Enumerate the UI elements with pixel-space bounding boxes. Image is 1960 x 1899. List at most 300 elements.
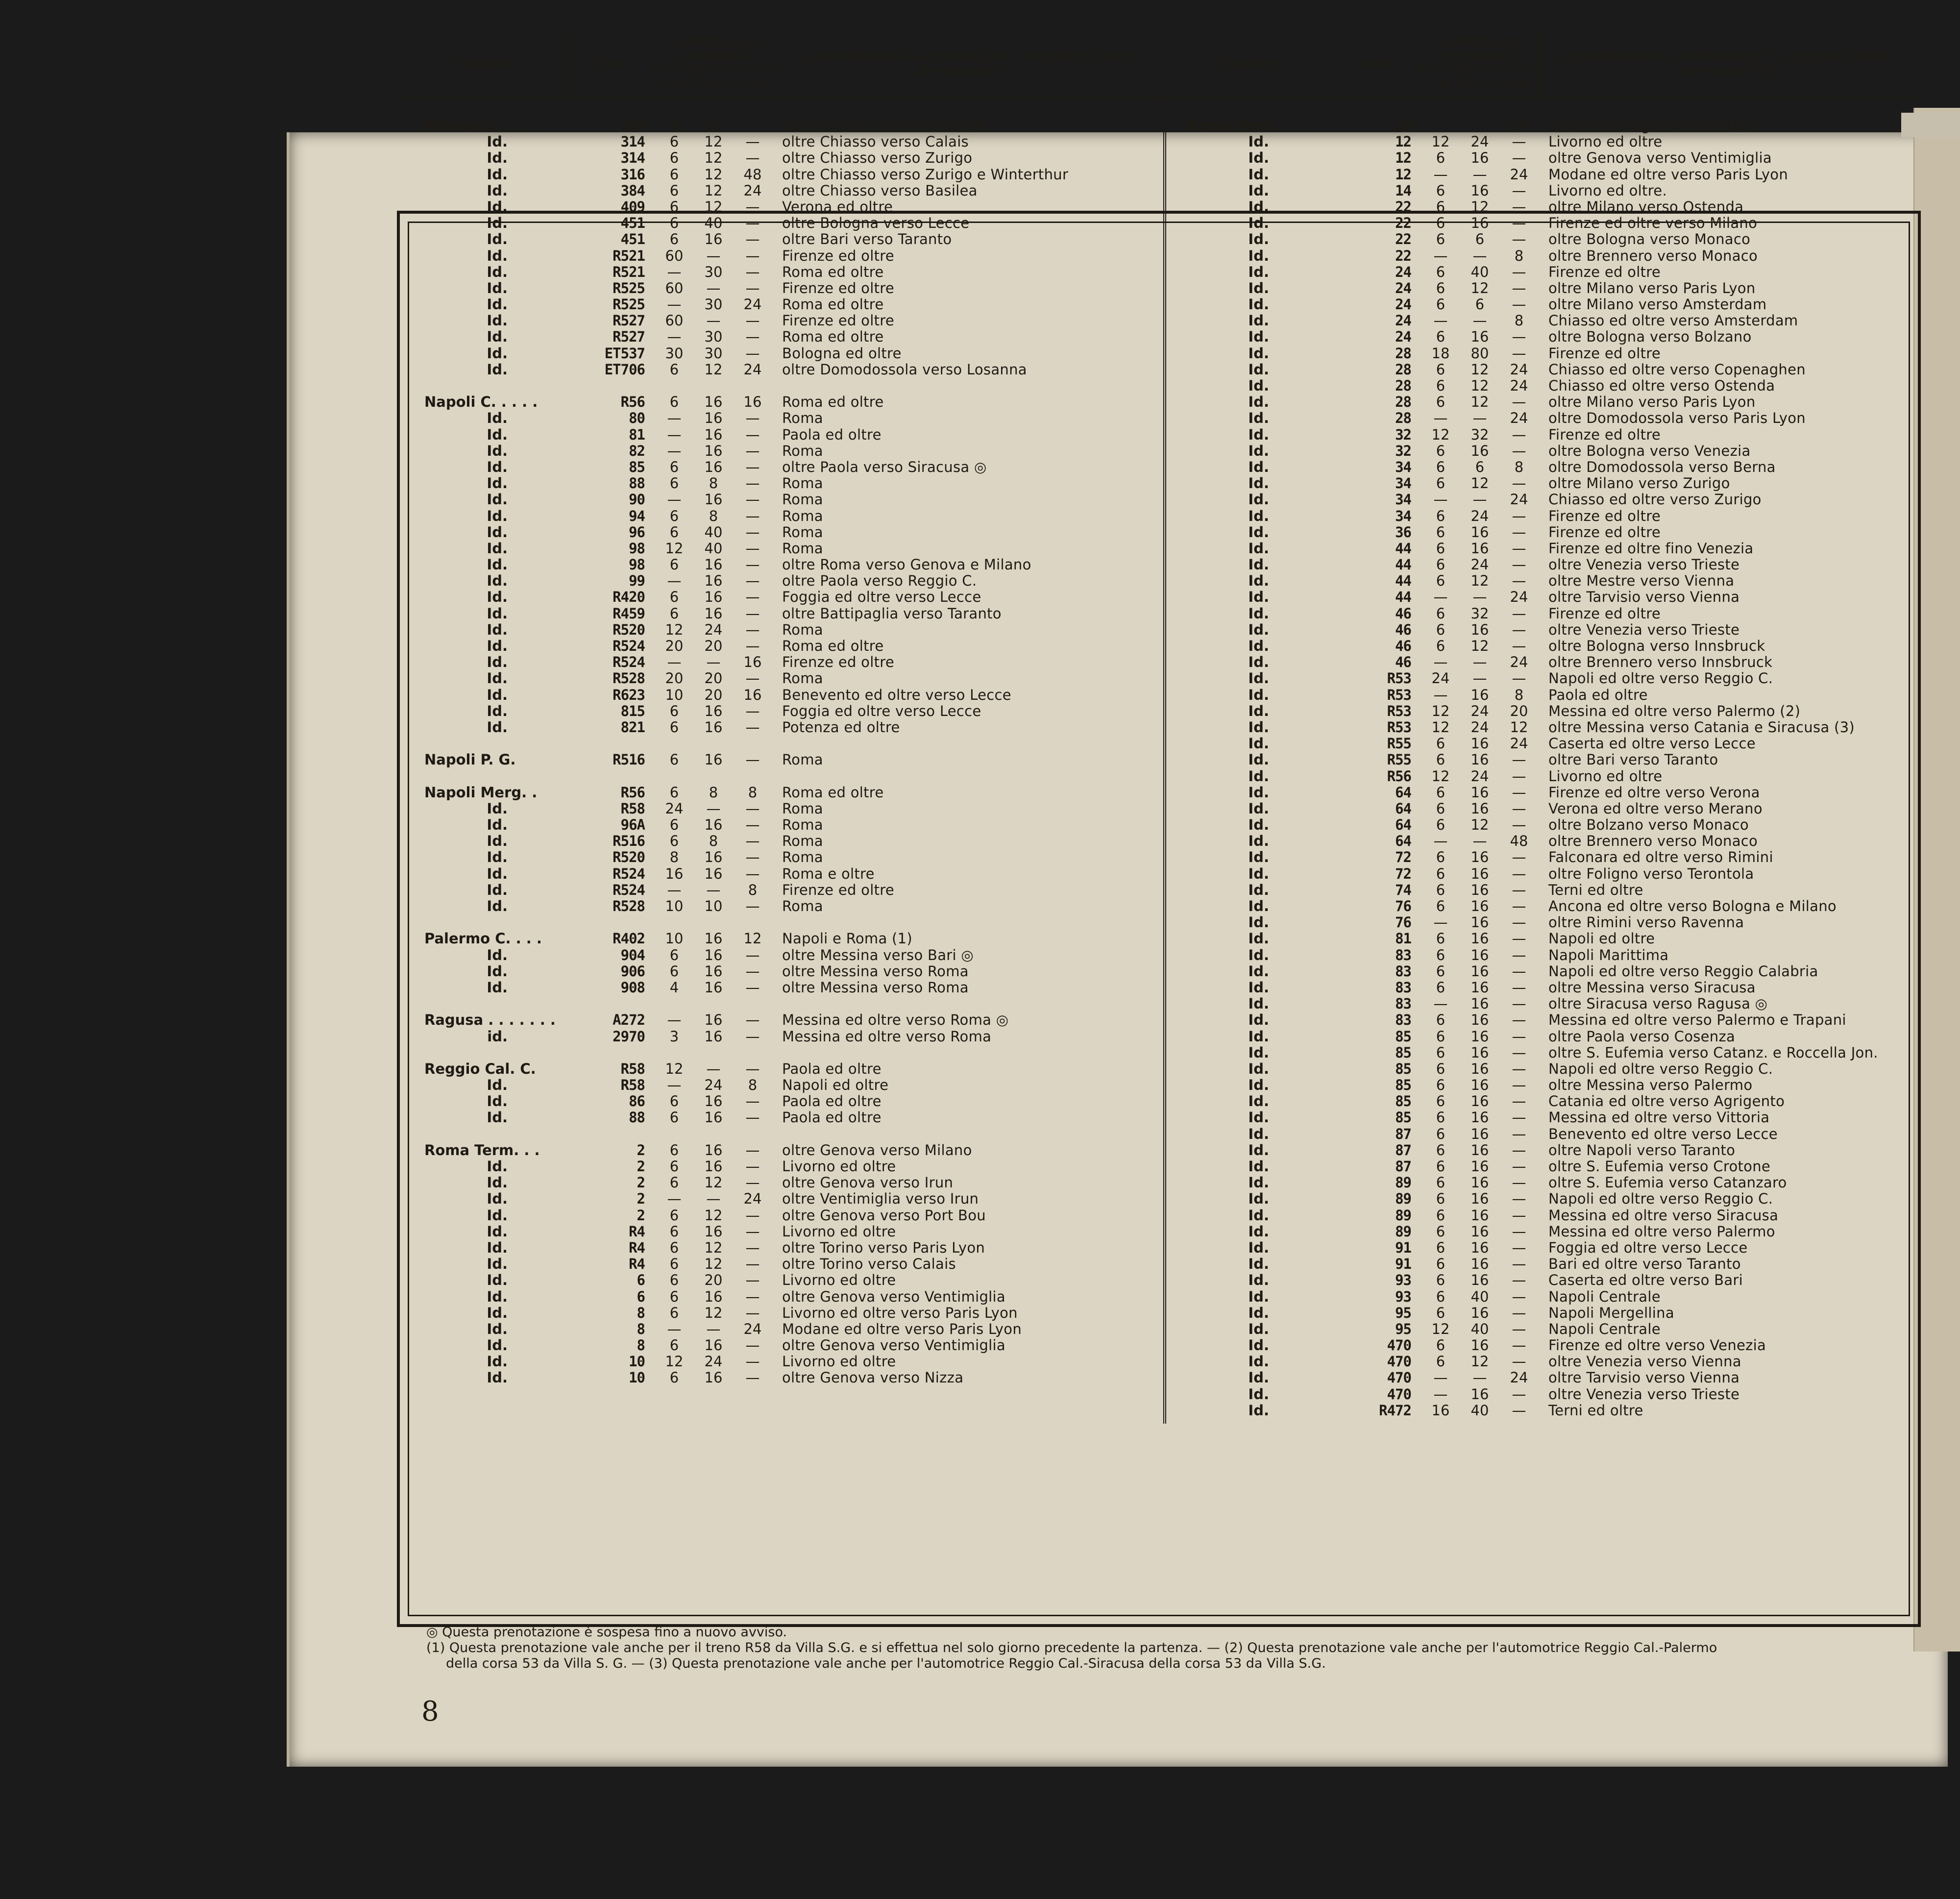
station-cell: Id. [487,247,508,264]
class3-cell: — [1512,865,1526,882]
class2-cell: 16 [704,1093,723,1110]
class2-cell: 16 [704,442,723,459]
table-row [405,1370,1163,1386]
class1-cell: 6 [669,751,679,768]
station-cell: Id. [1248,361,1269,378]
destination-cell: Livorno ed oltre [1548,767,1663,785]
class3-cell: — [1512,1207,1526,1224]
class2-cell: 12 [1470,1353,1489,1370]
station-cell: Id. [1248,426,1269,443]
class3-cell: — [745,962,760,980]
table-row [405,508,1163,524]
destination-cell: Paola ed oltre [782,426,882,443]
class1-cell: — [667,1320,682,1337]
class3-cell: — [745,263,760,280]
train-cell: R525 [612,296,645,313]
class2-cell: — [1472,312,1487,329]
class1-cell: 6 [669,1093,679,1110]
destination-cell: Livorno ed oltre. [1548,182,1667,199]
class1-cell: 6 [669,198,679,215]
table-row [405,622,1163,638]
class2-cell: 12 [1470,279,1489,296]
table-row [405,817,1163,833]
table-row [405,183,1163,199]
class3-cell: — [1512,1141,1526,1159]
table-row [405,329,1163,345]
class1-cell: 6 [1436,263,1446,280]
class3-cell: — [1512,198,1526,215]
station-cell: Id. [487,1207,508,1224]
train-cell: R58 [620,1077,645,1094]
train-cell: R527 [612,328,645,345]
table-row [1166,1029,1913,1045]
station-cell: Id. [487,800,508,817]
class2-cell: — [1472,670,1487,687]
table-row [405,1256,1163,1272]
class1-cell: 6 [1436,784,1446,801]
destination-cell: Terni ed oltre [1548,1402,1643,1419]
train-cell: R525 [612,279,645,296]
class2-cell: 16 [1470,784,1489,801]
train-cell: 34 [1395,458,1411,475]
station-cell: Id. [487,215,508,232]
class3-cell: — [1512,1044,1526,1061]
class3-cell: — [1512,1402,1526,1419]
train-cell: 76 [1395,898,1411,914]
table-row [1166,1305,1913,1321]
class1-cell: 6 [1436,1077,1446,1094]
table-row [1166,167,1913,183]
station-cell: Id. [1248,410,1269,427]
class2-cell: 16 [1470,1223,1489,1240]
train-cell: 10 [1395,117,1411,134]
table-row [1166,736,1913,752]
station-cell: Id. [487,572,508,590]
table-row [1166,1110,1913,1126]
train-cell: 6 [637,1272,645,1289]
table-row [1166,248,1913,264]
class1-cell: 6 [1436,1093,1446,1110]
station-cell: Id. [1248,1141,1269,1159]
station-cell: Id. [1248,589,1269,606]
class1-cell: 6 [1436,881,1446,898]
train-cell: 86 [629,1093,645,1110]
class1-cell: 6 [1436,638,1446,654]
class3-cell: 24 [743,296,762,313]
train-cell: R4 [629,1239,645,1256]
station-cell: Id. [487,166,508,183]
destination-cell: oltre Genova verso Milano [782,1141,972,1159]
destination-cell: Napoli e Roma (1) [782,930,913,947]
destination-cell: oltre Milano verso Amsterdam [1548,296,1767,313]
table-row [405,1337,1163,1354]
table-row [1166,1370,1913,1386]
class2-cell: 16 [704,1141,723,1159]
class1-cell: 12 [1431,702,1450,719]
station-cell: Id. [487,1369,508,1386]
train-cell: 96 [629,523,645,541]
class3-cell: 24 [1510,117,1528,134]
left-rows [405,118,1163,1386]
class3-cell: — [1512,946,1526,963]
class2-cell: 16 [704,1011,723,1029]
class3-cell: — [745,507,760,524]
left-table [405,15,1163,1424]
class3-cell: — [1512,507,1526,524]
class1-cell: — [1433,117,1448,134]
class1-cell: — [1433,1385,1448,1403]
train-cell: 85 [1395,1044,1411,1061]
class1-cell: 6 [1436,1141,1446,1159]
class1-cell: 6 [1436,475,1446,492]
destination-cell: oltre S. Eufemia verso Catanz. e Roccella Jon. [1548,1044,1878,1061]
class2-cell: 16 [1470,1077,1489,1094]
class1-cell: 6 [1436,328,1446,345]
station-cell: Id. [1248,491,1269,508]
class2-cell: 16 [704,589,723,606]
class1-cell: 6 [1436,1011,1446,1029]
station-cell: Id. [1248,605,1269,622]
class2-cell: 12 [704,1239,723,1256]
station-cell: Id. [1248,345,1269,362]
station-cell: Id. [1248,1402,1269,1419]
destination-cell: Potenza ed oltre [782,718,900,736]
train-cell: 2 [637,1158,645,1175]
header-class1: 1 cl. [1421,70,1461,98]
class2-cell: 16 [704,572,723,590]
class1-cell: 6 [1436,800,1446,817]
class1-cell: 20 [665,638,684,654]
class1-cell: 10 [665,686,684,703]
station-cell: Id. [487,231,508,248]
train-cell: 82 [629,442,645,459]
class1-cell: 6 [669,1304,679,1321]
table-row [405,898,1163,914]
destination-cell: oltre Torino verso Paris Lyon [782,1239,985,1256]
station-cell: Id. [1248,166,1269,183]
table-row [405,849,1163,865]
class1-cell: 6 [1436,1288,1446,1305]
table-row [1166,508,1913,524]
station-cell: Id. [1248,1028,1269,1045]
table-row [1166,459,1913,475]
class3-cell: — [745,816,760,834]
train-cell: 85 [1395,1028,1411,1045]
class3-cell: — [1512,1077,1526,1094]
class2-cell: 12 [704,198,723,215]
class1-cell: 6 [1436,198,1446,215]
table-row [405,1142,1163,1159]
class1-cell: 18 [1431,345,1450,362]
class3-cell: — [1512,849,1526,866]
station-cell: Id. [487,149,508,167]
class2-cell: 16 [1470,1028,1489,1045]
table-row [405,280,1163,296]
train-cell: 2970 [612,1028,645,1045]
class2-cell: 16 [704,426,723,443]
class2-cell: 16 [704,1369,723,1386]
station-cell: Id. [1248,296,1269,313]
table-row [405,1126,1163,1142]
train-cell: 32 [1395,442,1411,459]
station-cell: Id. [487,670,508,687]
destination-cell: oltre Tarvisio verso Vienna [1548,589,1740,606]
station-cell: Id. [1248,914,1269,931]
station-cell: Id. [487,1093,508,1110]
train-cell: 6 [637,1288,645,1305]
station-cell: Id. [487,198,508,215]
destination-cell: Roma [782,670,823,687]
table-row [405,1354,1163,1370]
class3-cell: 24 [1510,735,1528,752]
class3-cell: 48 [1510,833,1528,850]
train-cell: 44 [1395,589,1411,606]
class1-cell: 60 [665,279,684,296]
station-cell: Id. [1248,1174,1269,1191]
train-cell: R58 [620,1060,645,1077]
footnotes [426,1625,1896,1672]
destination-cell: oltre Bologna verso Innsbruck [1548,638,1765,654]
destination-cell: oltre Chiasso verso Basilea [782,182,978,199]
train-cell: 94 [629,507,645,524]
destination-cell: oltre S. Eufemia verso Catanzaro [1548,1174,1787,1191]
table-row [405,475,1163,492]
train-cell: 87 [1395,1158,1411,1175]
class2-cell: 16 [1470,686,1489,703]
station-cell: Id. [1248,995,1269,1012]
class1-cell: 6 [1436,605,1446,622]
station-cell: Id. [1248,946,1269,963]
class2-cell: — [1472,166,1487,183]
table-row [405,1159,1163,1175]
class3-cell: — [1512,442,1526,459]
station-cell: Id. [1248,572,1269,590]
class1-cell: 6 [669,117,679,134]
station-cell: Id. [487,507,508,524]
class1-cell: — [1433,312,1448,329]
class1-cell: 12 [1431,1320,1450,1337]
class1-cell: 6 [669,523,679,541]
table-row [1166,427,1913,443]
train-cell: R56 [1387,767,1411,785]
train-cell: R521 [612,263,645,280]
header-train: Treno [566,29,655,98]
class3-cell: — [1512,345,1526,362]
class3-cell: — [1512,962,1526,980]
train-cell: 99 [629,572,645,590]
train-cell: 46 [1395,621,1411,638]
train-cell: 28 [1395,345,1411,362]
class2-cell: 24 [1470,133,1489,150]
table-row [1166,1061,1913,1077]
train-cell: 470 [1387,1353,1411,1370]
class1-cell: 6 [669,833,679,850]
train-cell: R528 [612,898,645,914]
class2-cell: — [1472,654,1487,671]
destination-cell: Firenze ed oltre [1548,426,1661,443]
destination-cell: Caserta ed oltre verso Bari [1548,1272,1743,1289]
station-cell: Id. [487,1109,508,1126]
destination-cell: Livorno ed oltre verso Paris Lyon [782,1304,1018,1321]
class2-cell: 16 [1470,849,1489,866]
station-cell: Id. [1248,654,1269,671]
class3-cell: — [745,149,760,167]
class2-cell: 80 [1470,345,1489,362]
class1-cell: — [667,654,682,671]
train-cell: 32 [1395,426,1411,443]
destination-cell: Firenze ed oltre verso Milano [1548,215,1758,232]
class1-cell: 3 [669,1028,679,1045]
class3-cell: — [745,605,760,622]
destination-cell: oltre Milano verso Ostenda [1548,198,1744,215]
station-cell: Id. [487,881,508,898]
class2-cell: 32 [1470,605,1489,622]
destination-cell: Roma ed oltre [782,296,884,313]
destination-cell: oltre Chiasso verso Zurigo e Winterthur [782,166,1069,183]
train-cell: 88 [629,475,645,492]
station-cell: Id. [1248,800,1269,817]
train-cell: 64 [1395,800,1411,817]
class2-cell: 16 [704,410,723,427]
destination-cell: Modane ed oltre verso Paris Lyon [782,1320,1022,1337]
class3-cell: — [745,865,760,882]
class1-cell: 6 [1436,1223,1446,1240]
class3-cell: 8 [1514,247,1524,264]
table-row [1166,1337,1913,1354]
class3-cell: — [1512,231,1526,248]
class1-cell: 6 [1436,556,1446,573]
class2-cell: — [706,247,721,264]
class2-cell: 12 [1470,572,1489,590]
train-cell: 90 [629,491,645,508]
class3-cell: 8 [748,1077,758,1094]
class3-cell: — [745,621,760,638]
class2-cell: — [706,800,721,817]
class3-cell: 24 [1510,361,1528,378]
class1-cell: — [1433,166,1448,183]
station-cell: Id. [1248,1190,1269,1208]
destination-cell: Firenze ed oltre [782,247,894,264]
train-cell: 81 [629,426,645,443]
class1-cell: 12 [1431,718,1450,736]
class1-cell: 6 [669,718,679,736]
train-cell: 88 [629,1109,645,1126]
class2-cell: 16 [1470,442,1489,459]
table-row [1166,589,1913,605]
destination-cell: Livorno ed oltre [782,1272,896,1289]
class2-cell: 16 [1470,1093,1489,1110]
class2-cell: 24 [704,1077,723,1094]
table-row [405,882,1163,898]
table-row [405,1110,1163,1126]
table-row [405,264,1163,280]
class1-cell: 6 [669,361,679,378]
class2-cell: 24 [704,1353,723,1370]
class3-cell: — [745,1158,760,1175]
station-cell: Id. [487,1256,508,1273]
table-row [405,378,1163,394]
destination-cell: Messina ed oltre verso Palermo (2) [1548,702,1801,719]
class1-cell: 6 [1436,1125,1446,1142]
class3-cell: — [1512,638,1526,654]
class2-cell: 24 [1470,556,1489,573]
destination-cell: Livorno ed oltre [782,1223,896,1240]
class2-cell: 20 [704,1272,723,1289]
class1-cell: 6 [1436,1304,1446,1321]
train-cell: 2 [637,1207,645,1224]
table-row [405,914,1163,931]
destination-cell: oltre Rimini verso Ravenna [1548,914,1744,931]
class2-cell: 8 [709,833,718,850]
station-cell: Id. [487,638,508,654]
train-cell: 87 [1395,1141,1411,1159]
class3-cell: — [1512,279,1526,296]
destination-cell: Firenze ed oltre [782,312,894,329]
class2-cell: 16 [704,1028,723,1045]
class3-cell: — [1512,328,1526,345]
destination-cell: Roma [782,898,823,914]
table-row [1166,882,1913,898]
destination-cell: Firenze ed oltre verso Venezia [1548,1337,1766,1354]
destination-cell: Napoli Centrale [1548,1288,1661,1305]
train-cell: 22 [1395,215,1411,232]
table-row [1166,1256,1913,1272]
class2-cell: 12 [704,1174,723,1191]
class3-cell: — [1512,1158,1526,1175]
table-row [1166,524,1913,541]
class2-cell: 30 [704,263,723,280]
train-cell: R524 [612,865,645,882]
class3-cell: — [745,589,760,606]
class2-cell: 16 [1470,735,1489,752]
table-row [405,980,1163,996]
train-cell: 12 [1395,166,1411,183]
table-row [405,459,1163,475]
station-cell: Id. [487,605,508,622]
class3-cell: — [1512,556,1526,573]
class3-cell: — [745,198,760,215]
class2-cell: 16 [1470,881,1489,898]
station-cell: Id. [1248,377,1269,394]
class3-cell: 24 [1510,377,1528,394]
table-row [405,427,1163,443]
class1-cell: — [1433,247,1448,264]
train-cell: 24 [1395,263,1411,280]
class2-cell: 16 [1470,914,1489,931]
class2-cell: 6 [1475,231,1485,248]
station-cell: Id. [487,1239,508,1256]
class2-cell: — [706,654,721,671]
class2-cell: 16 [1470,751,1489,768]
class1-cell: 4 [669,979,679,996]
destination-cell: Napoli Mergellina [1548,1304,1674,1321]
class3-cell: — [745,442,760,459]
destination-cell: oltre Messina verso Palermo [1548,1077,1753,1094]
station-cell: Id. [1248,702,1269,719]
class3-cell: 24 [1510,1369,1528,1386]
class3-cell: — [745,458,760,475]
station-cell: Id. [1248,1044,1269,1061]
destination-cell: oltre Brennero verso Monaco [1548,833,1758,850]
class2-cell: 12 [704,149,723,167]
class3-cell: — [745,800,760,817]
class3-cell: — [1512,1272,1526,1289]
destination-cell: Napoli ed oltre verso Reggio C. [1548,670,1773,687]
table-row [1166,849,1913,865]
class2-cell: 16 [1470,1190,1489,1208]
table-row [405,687,1163,703]
table-row [405,931,1163,947]
